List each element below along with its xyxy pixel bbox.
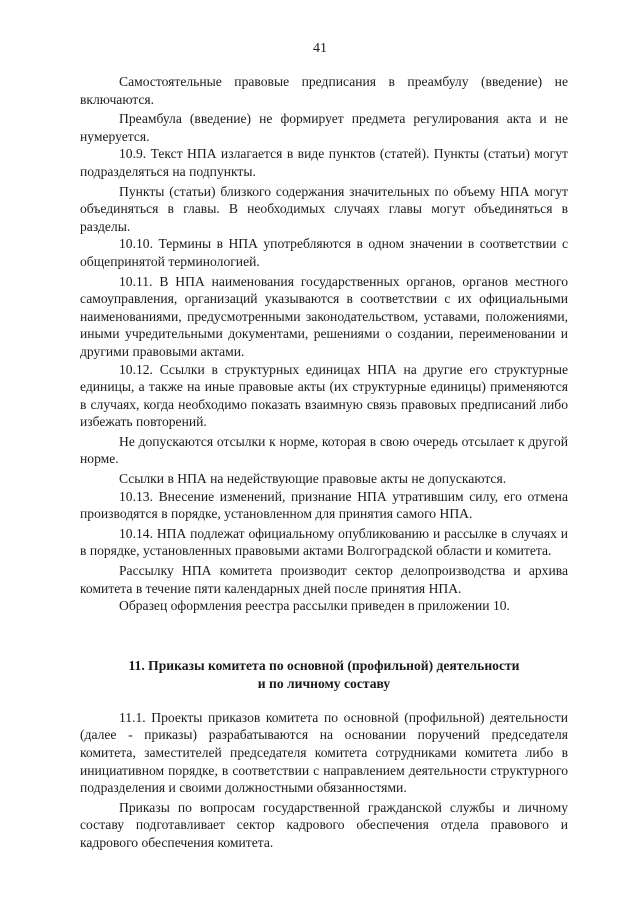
- section-heading-line: и по личному составу: [257, 675, 391, 691]
- section-heading-line: 11. Приказы комитета по основной (профильной) деятельности: [128, 657, 520, 673]
- paragraph: Преамбула (введение) не формирует предмета регулирования акта и не нумеруется.: [80, 111, 568, 144]
- paragraph: Самостоятельные правовые предписания в преамбулу (введение) не включаются.: [80, 74, 568, 107]
- paragraph: Пункты (статьи) близкого содержания значительных по объему НПА могут объединяться в главы. В необходимых случаях главы могут объединяться в разделы.: [80, 183, 568, 234]
- paragraph: 10.9. Текст НПА излагается в виде пунктов (статей). Пункты (статьи) могут подразделяться на подпункты.: [80, 146, 568, 179]
- paragraph: Рассылку НПА комитета производит сектор делопроизводства и архива комитета в течение пяти календарных дней после принятия НПА.: [80, 563, 568, 596]
- paragraph: 10.10. Термины в НПА употребляются в одном значении в соответствии с общепринятой терминологией.: [80, 236, 568, 269]
- paragraph: Не допускаются отсылки к норме, которая в свою очередь отсылает к другой норме.: [80, 433, 568, 467]
- document-body: [80, 73, 568, 852]
- paragraph: Приказы по вопросам государственной гражданской службы и личному составу подготавливает сектор кадрового обеспечения отдела правового и кадрового обеспечения комитета.: [80, 799, 568, 850]
- paragraph: 11.1. Проекты приказов комитета по основной (профильной) деятельности (далее - приказы) разрабатываются на основании поручений председателя комитета, заместителей председателя комитета сотрудниками комитета либо в инициативном порядке, в соответствии с направлением деятельности структурного подразделения и своими должностными обязанностями.: [80, 709, 568, 796]
- page-number: 41: [313, 41, 327, 56]
- paragraph: 10.11. В НПА наименования государственных органов, органов местного самоуправления, организаций указываются в соответствии с их официальными наименованиями, предусмотренными законодательством, уставами, положениями, иными учредительными документами, решениями о создании, переименовании и другими правовыми актами.: [80, 273, 568, 359]
- paragraph: 10.14. НПА подлежат официальному опубликованию и рассылке в случаях и в порядке, установленных правовыми актами Волгоградской области и комитета.: [80, 525, 568, 559]
- paragraph: Ссылки в НПА на недействующие правовые акты не допускаются.: [119, 471, 507, 487]
- paragraph: 10.12. Ссылки в структурных единицах НПА на другие его структурные единицы, а также на иные правовые акты (их структурные единицы) применяются в случаях, когда необходимо показать взаимную связь правовых предписаний либо избежать повторений.: [80, 361, 568, 430]
- section-heading: [80, 657, 568, 693]
- paragraph: 10.13. Внесение изменений, признание НПА утратившим силу, его отмена производятся в порядке, установленном для принятия самого НПА.: [80, 488, 568, 522]
- paragraph: Образец оформления реестра рассылки приведен в приложении 10.: [119, 598, 510, 614]
